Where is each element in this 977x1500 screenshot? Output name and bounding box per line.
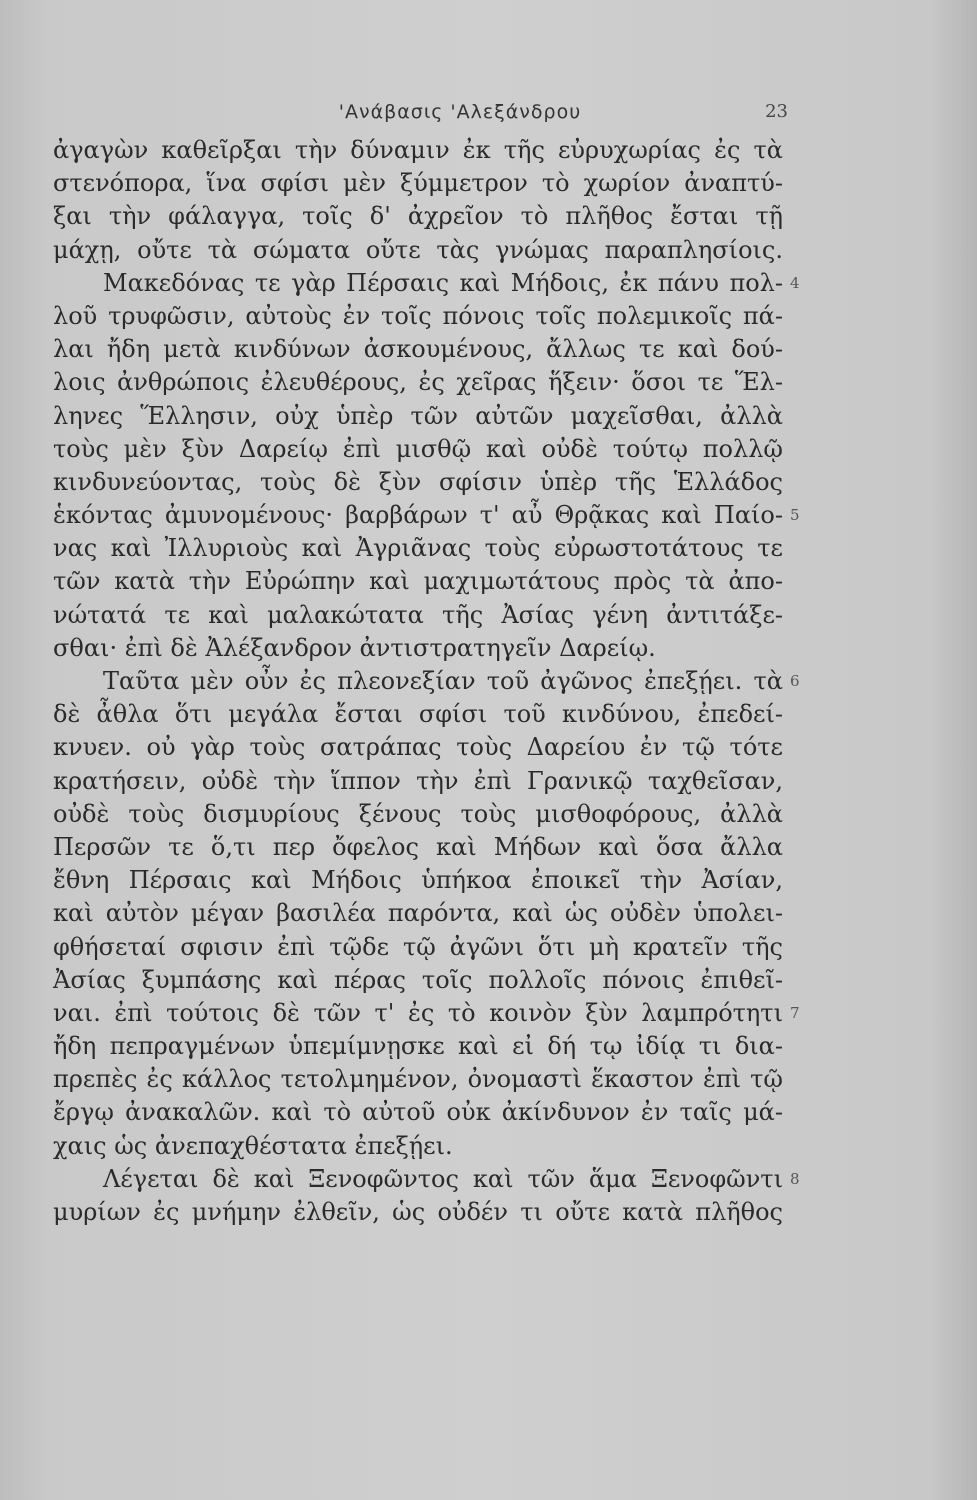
text-line: Περσῶν τε ὅ,τι περ ὄφελος καὶ Μήδων καὶ ὅσα ἄλλα <box>53 832 783 861</box>
text-line: Ταῦτα μὲν οὖν ἐς πλεονεξίαν τοῦ ἀγῶνος ἐπεξῄει. τὰ 6 <box>53 665 783 698</box>
text-line: στενόπορα, ἵνα σφίσι μὲν ξύμμετρον τὸ χωρίον ἀναπτύ- <box>53 169 783 198</box>
text-line: ἔθνη Πέρσαις καὶ Μήδοις ὑπήκοα ἐποικεῖ τὴν Ἀσίαν, <box>53 866 783 895</box>
text-line: ναι. ἐπὶ τούτοις δὲ τῶν τ' ἐς τὸ κοινὸν ξὺν λαμπρότητι 7 <box>53 997 783 1030</box>
text-line: δὲ ἆθλα ὅτι μεγάλα ἔσται σφίσι τοῦ κινδύνου, ἐπεδεί- <box>53 700 783 729</box>
text-line: μάχῃ, οὔτε τὰ σώματα οὔτε τὰς γνώμας παραπλησίοις. <box>53 235 783 264</box>
text-line: Λέγεται δὲ καὶ Ξενοφῶντος καὶ τῶν ἅμα Ξενοφῶντι 8 <box>53 1163 783 1196</box>
text-line: Μακεδόνας τε γὰρ Πέρσαις καὶ Μήδοις, ἐκ πάνυ πολ- 4 <box>53 267 783 300</box>
section-marker: 8 <box>790 1169 800 1188</box>
text-line: λοῦ τρυφῶσιν, αὐτοὺς ἐν τοῖς πόνοις τοῖς πολεμικοῖς πά- <box>53 301 783 330</box>
text-line: καὶ αὐτὸν μέγαν βασιλέα παρόντα, καὶ ὡς οὐδὲν ὑπολει- <box>53 899 783 928</box>
text-line: τοὺς μὲν ξὺν Δαρείῳ ἐπὶ μισθῷ καὶ οὐδὲ τούτῳ πολλῷ <box>53 434 783 463</box>
text-line: νώτατά τε καὶ μαλακώτατα τῆς Ἀσίας γένη ἀντιτάξε- <box>53 600 783 629</box>
text-line: πρεπὲς ἐς κάλλος τετολμημένον, ὀνομαστὶ ἕκαστον ἐπὶ τῷ <box>53 1065 783 1094</box>
section-marker: 4 <box>790 273 800 292</box>
section-marker: 6 <box>790 672 800 690</box>
text-line: ἔργῳ ἀνακαλῶν. καὶ τὸ αὐτοῦ οὐκ ἀκίνδυνον ἐν ταῖς μά- <box>53 1098 783 1127</box>
text-line: χαις ὡς ἀνεπαχθέστατα ἐπεξῄει. <box>53 1131 453 1160</box>
text-line: κινδυνεύοντας, τοὺς δὲ ξὺν σφίσιν ὑπὲρ τῆς Ἑλλάδος <box>53 467 783 496</box>
text-line: κνυεν. οὐ γὰρ τοὺς σατράπας τοὺς Δαρείου ἐν τῷ τότε <box>53 733 783 762</box>
text-line: Ἀσίας ξυμπάσης καὶ πέρας τοῖς πολλοῖς πόνοις ἐπιθεῖ- <box>53 965 783 994</box>
text-line: κρατήσειν, οὐδὲ τὴν ἵππον τὴν ἐπὶ Γρανικῷ ταχθεῖσαν, <box>53 766 783 795</box>
text-line: ἀγαγὼν καθεῖρξαι τὴν δύναμιν ἐκ τῆς εὐρυχωρίας ἐς τὰ <box>53 136 783 164</box>
running-title: 'Ανάβασις 'Αλεξάνδρου <box>338 101 582 123</box>
text-line: νας καὶ Ἰλλυριοὺς καὶ Ἀγριᾶνας τοὺς εὐρωστοτάτους τε <box>53 534 783 563</box>
text-line: σθαι· ἐπὶ δὲ Ἀλέξανδρον ἀντιστρατηγεῖν Δαρείῳ. <box>53 633 656 662</box>
text-line: οὐδὲ τοὺς δισμυρίους ξένους τοὺς μισθοφόρους, ἀλλὰ <box>53 799 783 828</box>
text-block <box>53 134 800 1229</box>
section-marker: 5 <box>790 506 800 525</box>
text-line: ληνες Ἕλλησιν, οὐχ ὑπὲρ τῶν αὐτῶν μαχεῖσθαι, ἀλλὰ <box>53 401 783 430</box>
running-head <box>0 101 977 131</box>
text-line: λαι ἤδη μετὰ κινδύνων ἀσκουμένους, ἄλλως τε καὶ δού- <box>53 335 783 364</box>
text-line: ἤδη πεπραγμένων ὑπεμίμνῃσκε καὶ εἰ δή τῳ ἰδίᾳ τι δια- <box>53 1032 783 1061</box>
text-line: φθήσεταί σφισιν ἐπὶ τῷδε τῷ ἀγῶνι ὅτι μὴ κρατεῖν τῆς <box>53 932 783 961</box>
text-line: τῶν κατὰ τὴν Εὐρώπην καὶ μαχιμωτάτους πρὸς τὰ ἀπο- <box>53 567 783 596</box>
text-line: ἑκόντας ἀμυνομένους· βαρβάρων τ' αὖ Θρᾷκας καὶ Παίο- 5 <box>53 499 783 532</box>
text-line: λοις ἀνθρώποις ἐλευθέρους, ἐς χεῖρας ἥξειν· ὅσοι τε Ἕλ- <box>53 368 783 397</box>
page-number: 23 <box>765 101 788 122</box>
text-line: μυρίων ἐς μνήμην ἐλθεῖν, ὡς οὐδέν τι οὔτε κατὰ πλῆθος <box>53 1198 783 1226</box>
section-marker: 7 <box>790 1003 800 1022</box>
text-line: ξαι τὴν φάλαγγα, τοῖς δ' ἀχρεῖον τὸ πλῆθος ἔσται τῇ <box>53 202 783 231</box>
